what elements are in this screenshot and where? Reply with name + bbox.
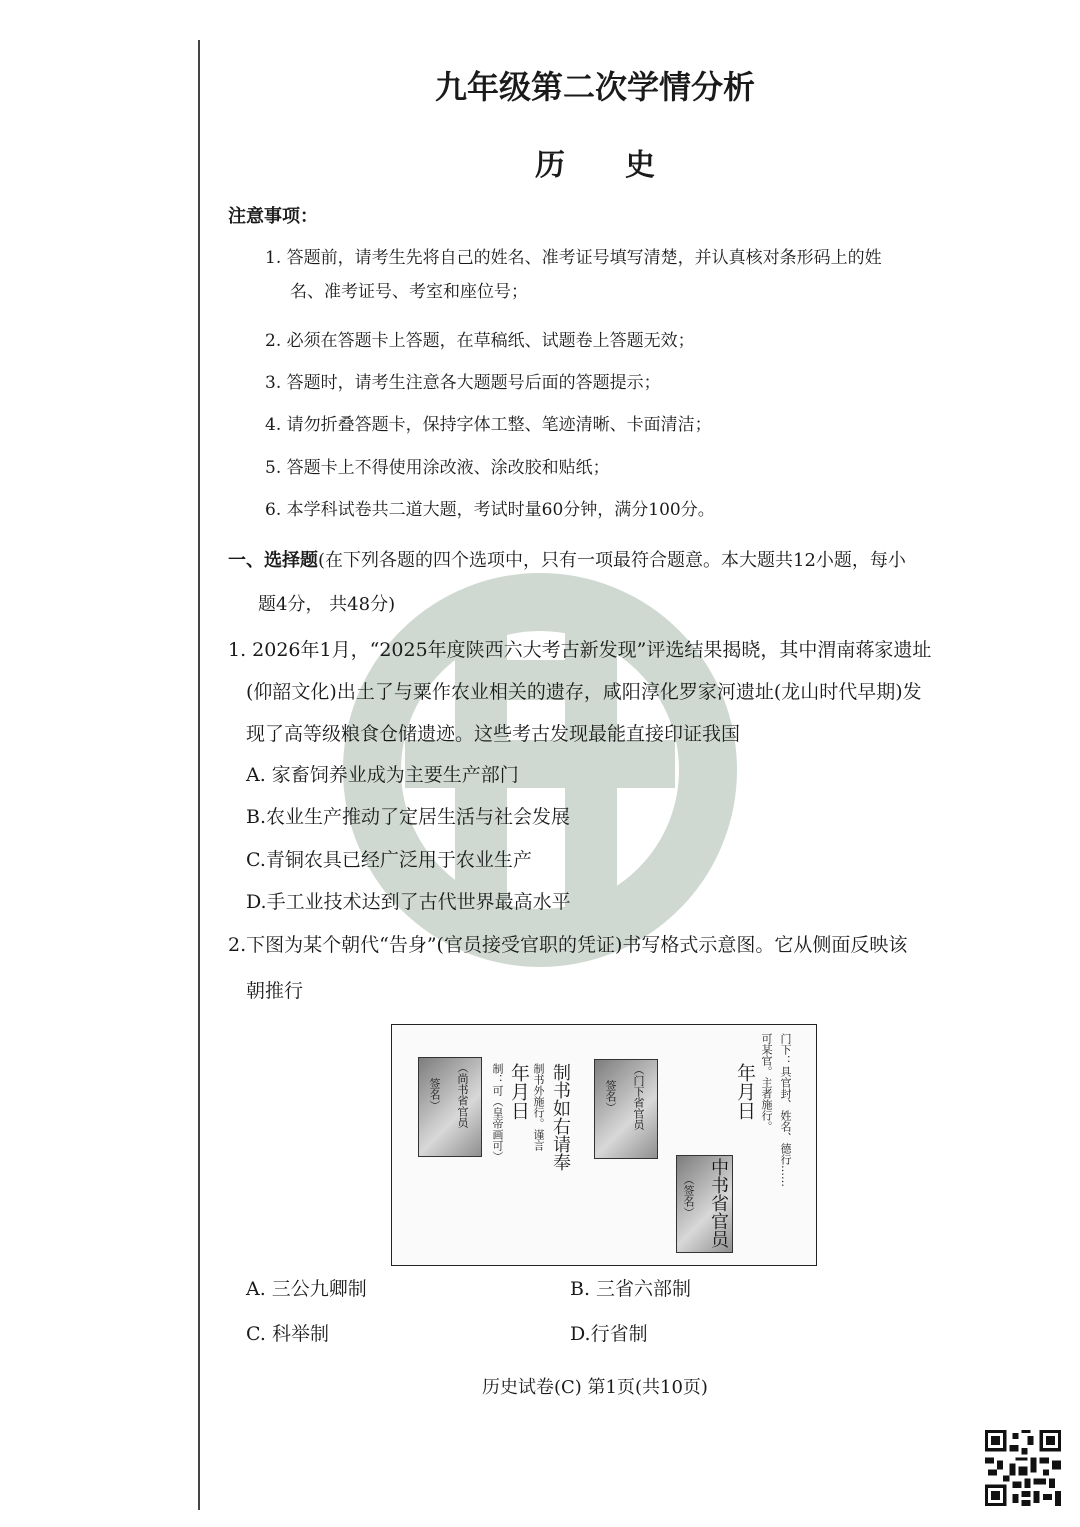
stamp-menxia-sign: 签名）: [604, 1080, 617, 1113]
section-desc-cont: 题4分， 共48分): [258, 594, 396, 615]
stamp-shangshu-sign: 签名）: [428, 1078, 441, 1111]
qr-code-icon: [985, 1430, 1061, 1506]
diagram-zhi: 制：可（皇帝画可）: [491, 1063, 504, 1162]
q1-option-b: B.农业生产推动了定居生活与社会发展: [246, 806, 571, 828]
diagram-zhishu-small: 制书外施行。谨言: [532, 1063, 545, 1151]
notice-item-6: 6. 本学科试卷共二道大题，考试时量60分钟，满分100分。: [265, 500, 715, 520]
notice-heading: 注意事项：: [228, 206, 318, 227]
notice-item-2: 2. 必须在答题卡上答题，在草稿纸、试题卷上答题无效；: [265, 331, 695, 351]
stamp-menxia: [594, 1059, 658, 1159]
binding-line: [198, 40, 200, 1510]
q2-option-c: C. 科举制: [246, 1323, 329, 1345]
diagram-menxia-text-b: 可某官。主者施行。: [760, 1033, 773, 1132]
section-desc: (在下列各题的四个选项中，只有一项最符合题意。本大题共12小题，每小: [318, 550, 906, 571]
q2-option-a: A. 三公九卿制: [246, 1278, 367, 1300]
notice-item-4: 4. 请勿折叠答题卡，保持字体工整、笔迹清晰、卡面清洁；: [265, 415, 712, 435]
stamp-shangshu: [418, 1057, 482, 1157]
section-title: 一、选择题: [228, 550, 318, 571]
notice-item-1: 1. 答题前，请考生先将自己的姓名、准考证号填写清楚，并认真核对条形码上的姓: [265, 248, 882, 268]
notice-item-5: 5. 答题卡上不得使用涂改液、涂改胶和贴纸；: [265, 458, 610, 478]
diagram-date-mid: 年月日: [508, 1063, 530, 1120]
notice-item-3: 3. 答题时，请考生注意各大题题号后面的答题提示；: [265, 373, 661, 393]
diagram-date-right: 年月日: [734, 1063, 756, 1120]
page-footer: 历史试卷(C) 第1页(共10页): [482, 1377, 708, 1398]
stamp-zhongshu-sign: （签名）: [682, 1174, 695, 1218]
stamp-zhongshu: [676, 1155, 733, 1253]
q2-option-b: B. 三省六部制: [570, 1278, 692, 1300]
page-title: 九年级第二次学情分析: [434, 68, 755, 106]
subject-title: 历史: [535, 148, 715, 183]
q2-option-d: D.行省制: [570, 1323, 648, 1345]
q1-option-d: D.手工业技术达到了古代世界最高水平: [246, 891, 571, 913]
gaoshen-format-diagram: [391, 1024, 817, 1266]
q2-stem-line1: 2.下图为某个朝代“告身”(官员接受官职的凭证)书写格式示意图。它从侧面反映该: [228, 934, 908, 956]
section-heading: [228, 546, 906, 572]
stamp-menxia-title: （门下省官员: [632, 1064, 645, 1130]
q2-stem-line2: 朝推行: [246, 980, 304, 1002]
q1-stem-line2: (仰韶文化)出土了与粟作农业相关的遗存，咸阳淳化罗家河遗址(龙山时代早期)发: [246, 681, 922, 703]
q1-stem-line1: 1. 2026年1月，“2025年度陕西六大考古新发现”评选结果揭晓，其中渭南蒋家遗址: [228, 639, 932, 661]
diagram-zhishu-big: 制书如右请奉: [550, 1063, 571, 1171]
diagram-menxia-text-a: 门下：具官封、姓名、德行……: [779, 1033, 792, 1187]
notice-item-1-cont: 名、准考证号、考室和座位号；: [290, 282, 528, 302]
stamp-zhongshu-main: 中书省官员: [708, 1158, 729, 1248]
q1-option-a: A. 家畜饲养业成为主要生产部门: [246, 764, 519, 786]
stamp-shangshu-title: （尚书省官员: [456, 1062, 469, 1128]
q1-option-c: C.青铜农具已经广泛用于农业生产: [246, 849, 532, 871]
q1-stem-line3: 现了高等级粮食仓储遗迹。这些考古发现最能直接印证我国: [246, 723, 741, 745]
